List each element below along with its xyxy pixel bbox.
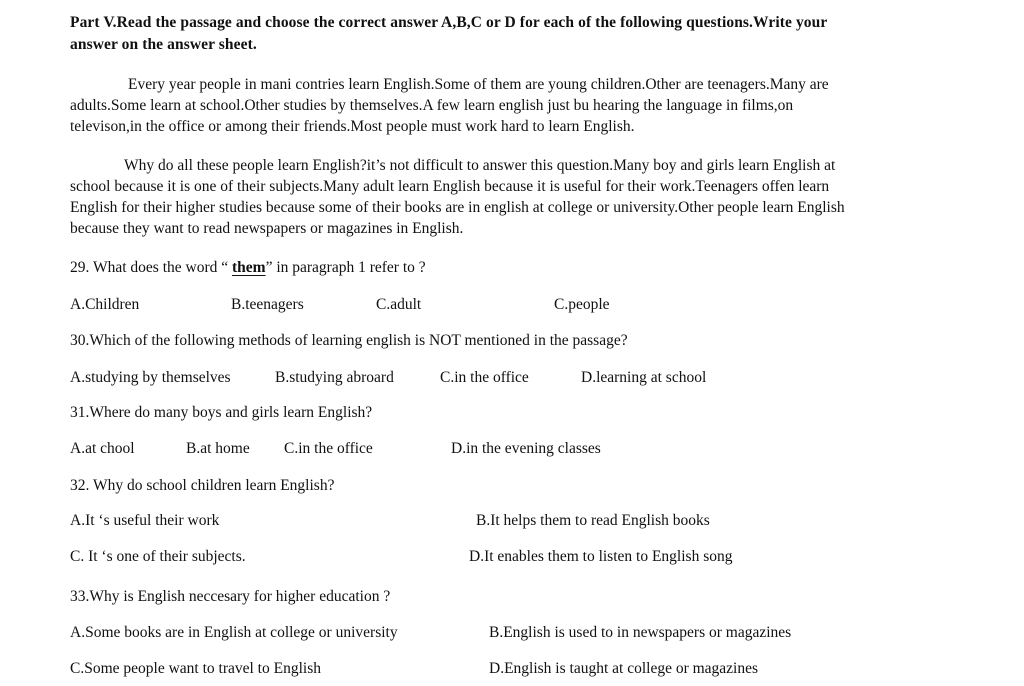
part-heading-line1: Part V.Read the passage and choose the correct answer A,B,C or D for each of the following questions.Write your — [70, 14, 828, 31]
question-29-text-before: 29. What does the word “ — [70, 259, 232, 276]
question-29-keyword: them — [232, 259, 266, 276]
passage-p2-line4: because they want to read newspapers or magazines in English. — [70, 220, 464, 237]
passage-p2-line2: school because it is one of their subjects.Many adult learn English because it is useful for their work.Teenagers offen learn — [70, 178, 830, 195]
q29-option-b[interactable]: B.teenagers — [231, 296, 304, 313]
question-33: 33.Why is English neccesary for higher education ? — [70, 588, 391, 605]
q30-option-c[interactable]: C.in the office — [440, 369, 529, 386]
q30-option-d[interactable]: D.learning at school — [581, 369, 707, 386]
passage-p1-line1: Every year people in mani contries learn English.Some of them are young children.Other are teenagers.Many are — [128, 76, 829, 93]
q32-option-d[interactable]: D.It enables them to listen to English song — [469, 548, 733, 565]
question-29-text-after: ” in paragraph 1 refer to ? — [265, 259, 426, 276]
q33-option-d[interactable]: D.English is taught at college or magazines — [489, 660, 759, 677]
q29-option-a[interactable]: A.Children — [70, 296, 140, 313]
q29-option-d[interactable]: C.people — [554, 296, 610, 313]
question-29 — [70, 258, 426, 278]
part-heading-line2: answer on the answer sheet. — [70, 36, 257, 53]
passage-p1-line2: adults.Some learn at school.Other studies by themselves.A few learn english just bu hearing the language in films,on — [70, 97, 794, 114]
question-30: 30.Which of the following methods of learning english is NOT mentioned in the passage? — [70, 332, 628, 349]
q33-option-a[interactable]: A.Some books are in English at college or university — [70, 624, 398, 641]
passage-paragraph-1 — [70, 74, 990, 137]
q31-option-d[interactable]: D.in the evening classes — [451, 440, 601, 457]
passage-p2-line1: Why do all these people learn English?it’s not difficult to answer this question.Many boy and girls learn English at — [124, 157, 836, 174]
q31-option-c[interactable]: C.in the office — [284, 440, 373, 457]
q32-option-b[interactable]: B.It helps them to read English books — [476, 512, 710, 529]
q30-option-b[interactable]: B.studying abroard — [275, 369, 394, 386]
q29-option-c[interactable]: C.adult — [376, 296, 422, 313]
passage-p2-line3: English for their higher studies because some of their books are in english at college or university.Other people learn English — [70, 199, 845, 216]
q33-option-b[interactable]: B.English is used to in newspapers or magazines — [489, 624, 792, 641]
q32-option-c[interactable]: C. It ‘s one of their subjects. — [70, 548, 246, 565]
question-32: 32. Why do school children learn English? — [70, 477, 335, 494]
passage-paragraph-2 — [70, 155, 990, 239]
q30-option-a[interactable]: A.studying by themselves — [70, 369, 231, 386]
q31-option-a[interactable]: A.at chool — [70, 440, 135, 457]
q31-option-b[interactable]: B.at home — [186, 440, 250, 457]
q32-option-a[interactable]: A.It ‘s useful their work — [70, 512, 220, 529]
question-31: 31.Where do many boys and girls learn English? — [70, 404, 373, 421]
q33-option-c[interactable]: C.Some people want to travel to English — [70, 660, 321, 677]
passage-p1-line3: televison,in the office or among their friends.Most people must work hard to learn English. — [70, 118, 635, 135]
